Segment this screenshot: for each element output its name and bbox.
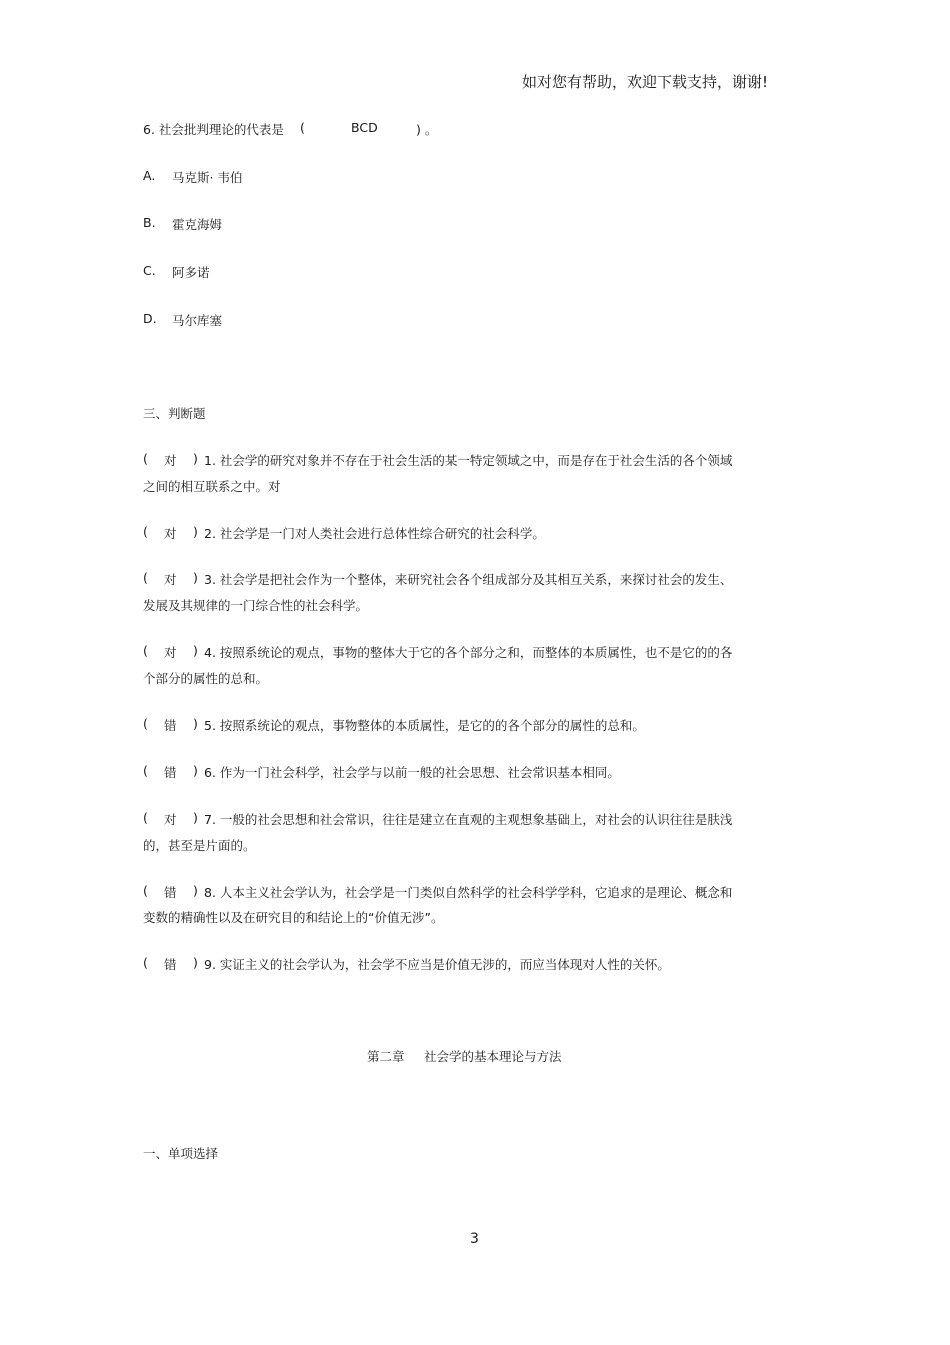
judgment-7-close: ) [193,810,198,825]
judgment-6-mark: 错 [164,765,177,780]
judgment-8-open: ( [143,883,148,898]
judgment-5-close: ) [193,716,198,731]
chapter-title: 社会学的基本理论与方法 [424,1049,562,1064]
question-6-label: 6. 社会批判理论的代表是 [143,122,284,137]
judgment-4-text: 4. 按照系统论的观点，事物的整体大于它的各个部分之和，而整体的本质属性，也不是它的的各 [204,645,733,660]
header-note: 如对您有帮助，欢迎下载支持，谢谢! [522,73,769,91]
judgment-7-open: ( [143,810,148,825]
question-6-paren-open: ( [300,120,305,135]
section-1-title: 一、单项选择 [143,1146,219,1161]
option-c-letter: C. [143,263,156,278]
question-6-paren-close: ) 。 [416,122,438,137]
judgment-9-mark: 错 [164,957,177,972]
question-6-answer: BCD [351,120,378,135]
judgment-8-mark: 错 [164,885,177,900]
judgment-9-close: ) [193,955,198,970]
judgment-5-mark: 错 [164,718,177,733]
judgment-6-text: 6. 作为一门社会科学，社会学与以前一般的社会思想、社会常识基本相同。 [204,765,620,780]
judgment-9-open: ( [143,955,148,970]
judgment-7-text: 7. 一般的社会思想和社会常识，往往是建立在直观的主观想象基础上，对社会的认识往往是肤浅 [204,812,733,827]
judgment-6-open: ( [143,763,148,778]
judgment-3-text: 3. 社会学是把社会作为一个整体，来研究社会各个组成部分及其相互关系，来探讨社会的发生、 [204,572,733,587]
option-b-text: 霍克海姆 [172,217,223,232]
judgment-7-mark: 对 [164,812,177,827]
judgment-1-cont: 之间的相互联系之中。对 [143,479,281,494]
judgment-2-mark: 对 [164,526,177,541]
judgment-2-text: 2. 社会学是一门对人类社会进行总体性综合研究的社会科学。 [204,526,545,541]
judgment-3-cont: 发展及其规律的一门综合性的社会科学。 [143,598,369,613]
judgment-7-cont: 的，甚至是片面的。 [143,838,256,853]
judgment-2-open: ( [143,524,148,539]
judgment-4-open: ( [143,643,148,658]
option-c-text: 阿多诺 [172,265,210,280]
option-b-letter: B. [143,215,156,230]
judgment-8-cont: 变数的精确性以及在研究目的和结论上的“价值无涉”。 [143,910,444,925]
judgment-3-close: ) [193,570,198,585]
chapter-number: 第二章 [367,1049,405,1064]
judgment-5-text: 5. 按照系统论的观点，事物整体的本质属性，是它的的各个部分的属性的总和。 [204,718,645,733]
judgment-1-close: ) [193,451,198,466]
judgment-4-close: ) [193,643,198,658]
section-3-title: 三、判断题 [143,406,206,421]
page-number: 3 [470,1231,479,1247]
judgment-1-mark: 对 [164,453,177,468]
judgment-3-mark: 对 [164,572,177,587]
judgment-3-open: ( [143,570,148,585]
option-a-text: 马克斯· 韦伯 [172,170,243,185]
option-a-letter: A. [143,168,156,183]
judgment-4-mark: 对 [164,645,177,660]
judgment-4-cont: 个部分的属性的总和。 [143,671,269,686]
judgment-1-open: ( [143,451,148,466]
judgment-9-text: 9. 实证主义的社会学认为，社会学不应当是价值无涉的，而应当体现对人性的关怀。 [204,957,670,972]
option-d-text: 马尔库塞 [172,313,223,328]
judgment-8-close: ) [193,883,198,898]
judgment-5-open: ( [143,716,148,731]
judgment-2-close: ) [193,524,198,539]
judgment-8-text: 8. 人本主义社会学认为，社会学是一门类似自然科学的社会科学学科，它追求的是理论、概念和 [204,885,733,900]
judgment-1-text: 1. 社会学的研究对象并不存在于社会生活的某一特定领域之中，而是存在于社会生活的各个领域 [204,453,733,468]
judgment-6-close: ) [193,763,198,778]
option-d-letter: D. [143,311,157,326]
